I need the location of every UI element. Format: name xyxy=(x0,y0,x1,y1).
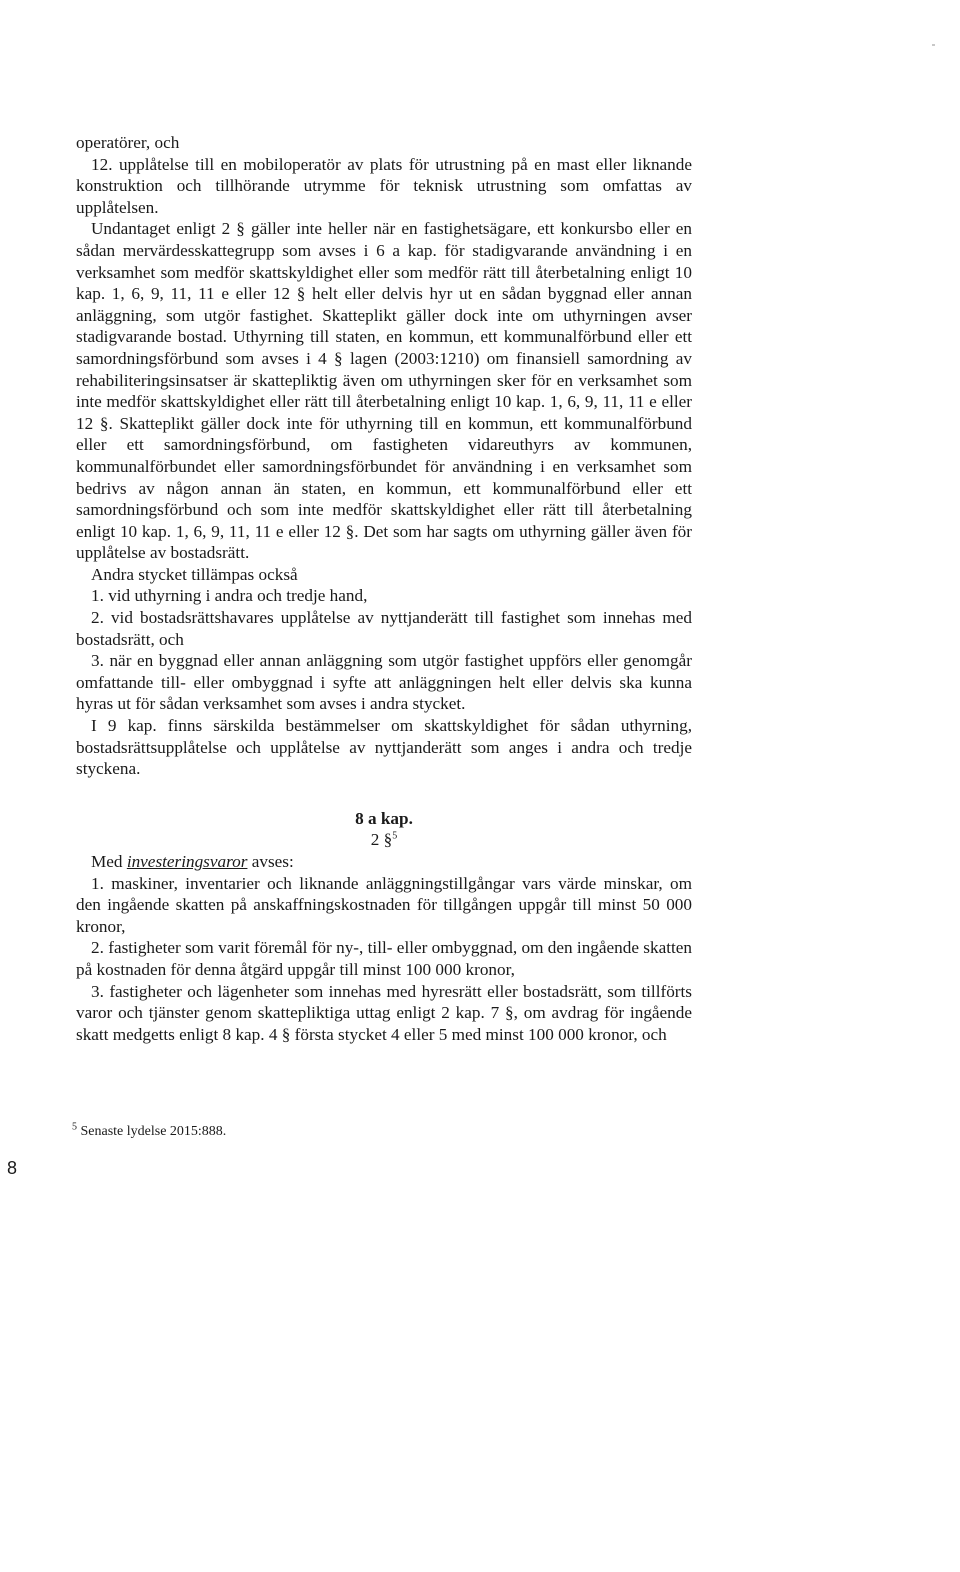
paragraph-operators: operatörer, och xyxy=(76,133,180,152)
chapter-heading: 8 a kap. xyxy=(355,808,413,828)
defined-term: investeringsvaror xyxy=(126,852,248,871)
paragraph-chapter-9-reference: I 9 kap. finns särskilda bestämmelser om skattskyldighet för sådan uthyrning, bostadsrättsupplåtelse och upplåtelse av nyttjanderätt som anges i andra och tredje styckena. xyxy=(76,716,692,779)
section-heading xyxy=(76,829,692,851)
definition-intro xyxy=(76,851,692,873)
paragraph-exception: Undantaget enligt 2 § gäller inte heller när en fastighetsägare, ett konkursbo eller en sådan mervärdesskattegrupp som avses i 6 a kap. för stadigvarande användning i en verksamhet som medför skattskyldighet eller som medför rätt till återbetalning enligt 10 kap. 1, 6, 9, 11, 11 e eller 12 § helt eller delvis hyr ut en sådan byggnad eller annan anläggning, som utgör fastighet. Skatteplikt gäller dock inte om uthyrningen avser stadigvarande bostad. Uthyrning till staten, en kommun, ett kommunalförbund eller ett samordningsförbund som avses i 4 § lagen (2003:1210) om finansiell samordning av rehabiliteringsinsatser är skattepliktig även om uthyrningen sker för en verksamhet som inte medför skattskyldighet eller rätt till återbetalning enligt 10 kap. 1, 6, 9, 11, 11 e eller 12 §. Skatteplikt gäller dock inte för uthyrning till en kommun, ett kommunalförbund eller ett samordningsförbund, om fastigheten vidareuthyrs av kommunen, kommunalförbundet eller samordningsförbundet för användning i en verksamhet som bedrivs av någon annan än staten, en kommun, ett kommunalförbund eller ett samordningsförbund och som inte medför skattskyldighet eller rätt till återbetalning enligt 10 kap. 1, 6, 9, 11, 11 e eller 12 §. Det som har sagts om uthyrning gäller även för upplåtelse av bostadsrätt. xyxy=(76,219,692,563)
list-item-2: 2. vid bostadsrättshavares upplåtelse av nyttjanderätt till fastighet som innehas med bostadsrätt, och xyxy=(76,608,692,649)
footnote-text: Senaste lydelse 2015:888. xyxy=(77,1124,227,1139)
paragraph-item-12: 12. upplåtelse till en mobiloperatör av plats för utrustning på en mast eller liknande konstruktion och tillhörande utrymme för teknisk utrustning som omfattas av upplåtelsen. xyxy=(76,154,692,217)
definition-item-1: 1. maskiner, inventarier och liknande anläggningstillgångar vars värde minskar, om den ingående skatten på anskaffningskostnaden för tillgången uppgår till minst 50 000 kronor, xyxy=(76,873,692,936)
definition-intro-post: avses: xyxy=(247,852,294,871)
document-body xyxy=(76,132,692,1045)
section-heading-text: 2 § xyxy=(370,830,393,850)
paragraph-applies-also: Andra stycket tillämpas också xyxy=(91,564,298,584)
definition-item-3: 3. fastigheter och lägenheter som innehas med hyresrätt eller bostadsrätt, som tillförts varor och tjänster genom skattepliktiga uttag enligt 2 kap. 7 §, om avdrag för ingående skatt medgetts enligt 8 kap. 4 § första stycket 4 eller 5 med minst 100 000 kronor, och xyxy=(76,981,692,1044)
list-item-3: 3. när en byggnad eller annan anläggning som utgör fastighet uppförs eller genomgår omfattande till- eller ombyggnad i syfte att anläggningen helt eller delvis ska kunna hyras ut för sådan verksamhet som avses i andra stycket. xyxy=(76,651,692,714)
scan-speck xyxy=(932,44,935,46)
footnote xyxy=(72,1122,226,1142)
list-item-1: 1. vid uthyrning i andra och tredje hand, xyxy=(91,586,368,606)
footnote-marker: 5 xyxy=(72,1121,77,1133)
definition-item-2: 2. fastigheter som varit föremål för ny-, till- eller ombyggnad, om den ingående skatten på kostnaden för denna åtgärd uppgår till minst 100 000 kronor, xyxy=(76,938,692,979)
section-footnote-ref: 5 xyxy=(392,830,398,842)
definition-intro-pre: Med xyxy=(91,852,127,871)
page-number: 8 xyxy=(7,1158,18,1178)
